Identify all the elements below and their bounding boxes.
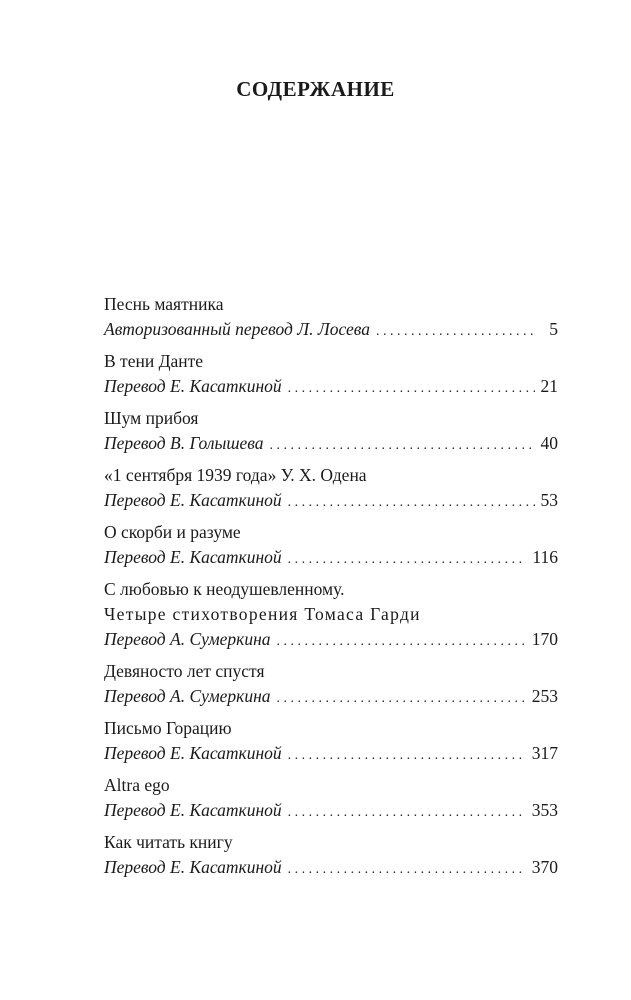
toc-entry-title: «1 сентября 1939 года» У. Х. Одена — [104, 465, 367, 485]
toc-entry-title: О скорби и разуме — [104, 522, 241, 542]
toc-entry-line — [104, 627, 558, 652]
toc-entry — [104, 349, 558, 399]
toc-entry-page: 116 — [532, 547, 558, 567]
toc-entry — [104, 463, 558, 513]
toc-entry-line — [104, 545, 558, 570]
dot-leader — [288, 547, 527, 572]
toc-entry-page: 40 — [540, 433, 558, 453]
toc-entry-translator: Авторизованный перевод Л. Лосева — [104, 319, 370, 339]
toc-entry-line — [104, 431, 558, 456]
toc-entry — [104, 830, 558, 880]
toc-entry-translator: Перевод Е. Касаткиной — [104, 490, 282, 510]
dot-leader — [288, 800, 526, 825]
toc-entry-page: 170 — [531, 629, 558, 649]
toc-entry — [104, 406, 558, 456]
toc-entry-page: 353 — [531, 800, 558, 820]
toc-entry-title: Как читать книгу — [104, 832, 233, 852]
toc-entry-line — [104, 374, 558, 399]
toc-entry-translator: Перевод А. Сумеркина — [104, 629, 271, 649]
toc-entry-title: Девяносто лет спустя — [104, 661, 265, 681]
dot-leader — [376, 319, 538, 344]
toc-entry-line — [104, 798, 558, 823]
toc-entry-title: Письмо Горацию — [104, 718, 232, 738]
toc-entry — [104, 773, 558, 823]
dot-leader — [288, 857, 526, 882]
toc-entry-translator: Перевод А. Сумеркина — [104, 686, 271, 706]
toc-entry-page: 370 — [531, 857, 558, 877]
dot-leader — [288, 490, 535, 515]
toc-entry-title: Altra ego — [104, 775, 170, 795]
toc-entry-line — [104, 488, 558, 513]
toc-entry-line — [104, 684, 558, 709]
toc-entry-line — [104, 855, 558, 880]
dot-leader — [288, 376, 535, 401]
toc-entry-page: 5 — [549, 319, 558, 339]
dot-leader — [288, 743, 526, 768]
toc-entry — [104, 716, 558, 766]
toc-entry — [104, 292, 558, 342]
dot-leader — [277, 686, 526, 711]
toc-entry-translator: Перевод Е. Касаткиной — [104, 800, 282, 820]
toc-entry — [104, 659, 558, 709]
toc-entry-translator: Перевод Е. Касаткиной — [104, 857, 282, 877]
toc-entry-title: Шум прибоя — [104, 408, 199, 428]
toc-entry-translator: Перевод Е. Касаткиной — [104, 743, 282, 763]
toc-entry-page: 317 — [531, 743, 558, 763]
toc-entry-translator: Перевод В. Голышева — [104, 433, 264, 453]
toc-entry-title-continued: Четыре стихотворения Томаса Гарди — [104, 604, 421, 624]
table-of-contents — [104, 292, 558, 887]
toc-entry-line — [104, 741, 558, 766]
toc-entry — [104, 520, 558, 570]
toc-entry-title: Песнь маятника — [104, 294, 224, 314]
toc-entry-translator: Перевод Е. Касаткиной — [104, 376, 282, 396]
toc-entry-page: 253 — [531, 686, 558, 706]
toc-entry-title: С любовью к неодушевленному. — [104, 579, 345, 599]
dot-leader — [277, 629, 526, 654]
toc-entry-page: 21 — [540, 376, 558, 396]
toc-entry — [104, 577, 558, 652]
toc-entry-page: 53 — [540, 490, 558, 510]
toc-entry-line — [104, 317, 558, 342]
toc-entry-translator: Перевод Е. Касаткиной — [104, 547, 282, 567]
page-title: СОДЕРЖАНИЕ — [236, 77, 395, 101]
dot-leader — [270, 433, 535, 458]
toc-entry-title: В тени Данте — [104, 351, 204, 371]
